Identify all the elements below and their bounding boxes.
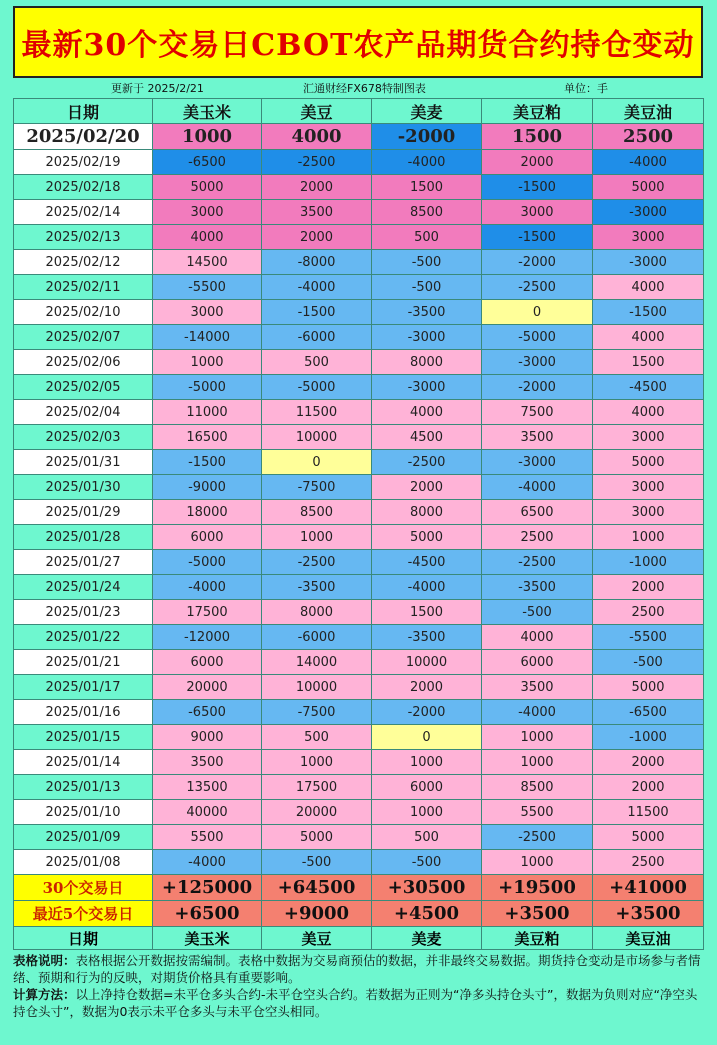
cell-corn: -1500: [153, 450, 262, 475]
cell-soyoil: 2000: [593, 775, 704, 800]
row-date: 2025/01/29: [14, 500, 153, 525]
summary-soyoil: +41000: [593, 875, 704, 901]
cell-soybean: 500: [262, 725, 372, 750]
cell-soyoil: -5500: [593, 625, 704, 650]
cell-wheat: 1500: [372, 600, 482, 625]
table-row: [14, 250, 704, 275]
cell-soybean: 8500: [262, 500, 372, 525]
cell-wheat: 2000: [372, 675, 482, 700]
table-row: [14, 124, 704, 150]
cell-soyoil: -3000: [593, 200, 704, 225]
cell-soymeal: -2500: [482, 550, 593, 575]
cell-corn: 40000: [153, 800, 262, 825]
unit-label: 单位：手: [564, 82, 608, 95]
row-date: 2025/01/27: [14, 550, 153, 575]
note-description: [13, 952, 703, 986]
cell-soybean: -8000: [262, 250, 372, 275]
cell-soymeal: -2000: [482, 250, 593, 275]
cell-soybean: -500: [262, 850, 372, 875]
cell-soymeal: 4000: [482, 625, 593, 650]
table-row: [14, 325, 704, 350]
row-date: 2025/02/13: [14, 225, 153, 250]
table-row: [14, 700, 704, 725]
cell-wheat: 4500: [372, 425, 482, 450]
cell-soymeal: 2500: [482, 525, 593, 550]
cell-corn: -6500: [153, 150, 262, 175]
col-header-soymeal: 美豆粕: [482, 99, 593, 124]
col-header-wheat: 美麦: [372, 99, 482, 124]
cell-soyoil: -6500: [593, 700, 704, 725]
cell-corn: -5000: [153, 550, 262, 575]
cell-wheat: 6000: [372, 775, 482, 800]
cell-soybean: 17500: [262, 775, 372, 800]
summary-soybean: +64500: [262, 875, 372, 901]
note-description-label: 表格说明：: [13, 953, 76, 968]
cell-soyoil: 2500: [593, 124, 704, 150]
cell-soyoil: -1000: [593, 550, 704, 575]
row-date: 2025/01/23: [14, 600, 153, 625]
cell-soyoil: 2500: [593, 850, 704, 875]
cell-corn: 5500: [153, 825, 262, 850]
cell-soyoil: 5000: [593, 450, 704, 475]
cell-soymeal: 6000: [482, 650, 593, 675]
cell-corn: -4000: [153, 850, 262, 875]
updated-date: 更新于 2025/2/21: [111, 82, 204, 95]
cell-wheat: 4000: [372, 400, 482, 425]
cell-corn: 1000: [153, 350, 262, 375]
summary-label: 30个交易日: [14, 875, 153, 901]
note-description-text: 表格根据公开数据按需编制。表格中数据为交易商预估的数据，并非最终交易数据。期货持仓变动是市场参与者情绪、预期和行为的反映，对期货价格具有重要影响。: [13, 953, 701, 985]
row-date: 2025/01/16: [14, 700, 153, 725]
cell-soymeal: 1000: [482, 750, 593, 775]
cell-corn: 20000: [153, 675, 262, 700]
cell-soymeal: -2500: [482, 275, 593, 300]
table-row: [14, 500, 704, 525]
cell-soyoil: -500: [593, 650, 704, 675]
cell-soymeal: 5500: [482, 800, 593, 825]
cell-soyoil: 5000: [593, 175, 704, 200]
cell-soyoil: 1000: [593, 525, 704, 550]
cell-soyoil: 2000: [593, 750, 704, 775]
cell-wheat: -500: [372, 850, 482, 875]
cell-wheat: -3000: [372, 375, 482, 400]
cell-soybean: -2500: [262, 150, 372, 175]
cell-corn: -5000: [153, 375, 262, 400]
cell-corn: 3500: [153, 750, 262, 775]
footer-col-soyoil: 美豆油: [593, 927, 704, 950]
cell-soybean: -2500: [262, 550, 372, 575]
cell-soybean: -3500: [262, 575, 372, 600]
cell-corn: 6000: [153, 650, 262, 675]
page-title: 最新30个交易日CBOT农产品期货合约持仓变动: [13, 6, 703, 78]
row-date: 2025/01/28: [14, 525, 153, 550]
footer-header-row: [14, 927, 704, 950]
cell-wheat: 500: [372, 225, 482, 250]
cell-wheat: -2000: [372, 700, 482, 725]
row-date: 2025/02/10: [14, 300, 153, 325]
cell-wheat: -4500: [372, 550, 482, 575]
cell-soymeal: 1000: [482, 725, 593, 750]
row-date: 2025/01/31: [14, 450, 153, 475]
cell-soyoil: -4000: [593, 150, 704, 175]
cell-wheat: 8000: [372, 500, 482, 525]
notes: [13, 952, 703, 1020]
cell-soybean: 14000: [262, 650, 372, 675]
cell-corn: -5500: [153, 275, 262, 300]
table-row: [14, 600, 704, 625]
cell-soymeal: -500: [482, 600, 593, 625]
table-row: [14, 550, 704, 575]
cell-soyoil: -1500: [593, 300, 704, 325]
cell-soymeal: 2000: [482, 150, 593, 175]
footer-col-soybean: 美豆: [262, 927, 372, 950]
row-date: 2025/01/08: [14, 850, 153, 875]
row-date: 2025/01/21: [14, 650, 153, 675]
row-date: 2025/02/20: [14, 124, 153, 150]
cell-soyoil: 3000: [593, 225, 704, 250]
table-row: [14, 625, 704, 650]
footer-col-date: 日期: [14, 927, 153, 950]
cell-soymeal: -4000: [482, 700, 593, 725]
cell-soymeal: -4000: [482, 475, 593, 500]
cell-wheat: 1000: [372, 750, 482, 775]
table-row: [14, 425, 704, 450]
cell-soybean: 3500: [262, 200, 372, 225]
cell-soymeal: -1500: [482, 175, 593, 200]
cell-soyoil: 2000: [593, 575, 704, 600]
cell-soyoil: 4000: [593, 400, 704, 425]
cell-wheat: -2000: [372, 124, 482, 150]
cell-wheat: -3500: [372, 300, 482, 325]
cell-soyoil: -3000: [593, 250, 704, 275]
row-date: 2025/01/15: [14, 725, 153, 750]
cell-soybean: -4000: [262, 275, 372, 300]
cell-corn: -12000: [153, 625, 262, 650]
cell-corn: 3000: [153, 300, 262, 325]
cell-soybean: 20000: [262, 800, 372, 825]
cell-soymeal: -3000: [482, 450, 593, 475]
cell-wheat: 0: [372, 725, 482, 750]
cell-soybean: 1000: [262, 750, 372, 775]
cell-wheat: 1500: [372, 175, 482, 200]
cell-soymeal: -3500: [482, 575, 593, 600]
cell-soyoil: 11500: [593, 800, 704, 825]
cell-corn: 1000: [153, 124, 262, 150]
cell-corn: 9000: [153, 725, 262, 750]
cell-soyoil: 2500: [593, 600, 704, 625]
cell-wheat: -3000: [372, 325, 482, 350]
note-method: [13, 986, 703, 1020]
table-row: [14, 300, 704, 325]
table-row: [14, 450, 704, 475]
table-row: [14, 475, 704, 500]
summary-wheat: +30500: [372, 875, 482, 901]
positions-table: [13, 98, 704, 950]
table-row: [14, 675, 704, 700]
cell-soybean: 500: [262, 350, 372, 375]
cell-soyoil: 3000: [593, 500, 704, 525]
cell-wheat: 500: [372, 825, 482, 850]
cell-corn: -14000: [153, 325, 262, 350]
row-date: 2025/02/03: [14, 425, 153, 450]
cell-soymeal: 3500: [482, 675, 593, 700]
row-date: 2025/02/05: [14, 375, 153, 400]
table-row: [14, 800, 704, 825]
cell-soybean: 2000: [262, 225, 372, 250]
cell-corn: 17500: [153, 600, 262, 625]
cell-soybean: -6000: [262, 625, 372, 650]
cell-wheat: -2500: [372, 450, 482, 475]
footer-col-wheat: 美麦: [372, 927, 482, 950]
meta-bar: [13, 80, 703, 96]
row-date: 2025/01/09: [14, 825, 153, 850]
cell-wheat: -4000: [372, 575, 482, 600]
cell-soybean: 4000: [262, 124, 372, 150]
summary-corn: +125000: [153, 875, 262, 901]
cell-soybean: 5000: [262, 825, 372, 850]
cell-soybean: 10000: [262, 425, 372, 450]
table-row: [14, 525, 704, 550]
table-row: [14, 400, 704, 425]
row-date: 2025/02/14: [14, 200, 153, 225]
cell-wheat: -500: [372, 250, 482, 275]
source-label: 汇通财经FX678特制图表: [303, 82, 426, 95]
table-row: [14, 825, 704, 850]
summary-soymeal: +19500: [482, 875, 593, 901]
row-date: 2025/02/19: [14, 150, 153, 175]
summary-row: [14, 901, 704, 927]
row-date: 2025/02/11: [14, 275, 153, 300]
cell-soybean: 11500: [262, 400, 372, 425]
cell-soyoil: 3000: [593, 425, 704, 450]
summary-label: 最近5个交易日: [14, 901, 153, 927]
row-date: 2025/02/18: [14, 175, 153, 200]
table-row: [14, 200, 704, 225]
summary-row: [14, 875, 704, 901]
summary-soyoil: +3500: [593, 901, 704, 927]
table-row: [14, 275, 704, 300]
cell-wheat: -4000: [372, 150, 482, 175]
cell-corn: 11000: [153, 400, 262, 425]
cell-wheat: -3500: [372, 625, 482, 650]
cell-soyoil: -1000: [593, 725, 704, 750]
table-row: [14, 650, 704, 675]
cell-corn: 14500: [153, 250, 262, 275]
row-date: 2025/01/14: [14, 750, 153, 775]
cell-soybean: 1000: [262, 525, 372, 550]
row-date: 2025/01/10: [14, 800, 153, 825]
summary-soymeal: +3500: [482, 901, 593, 927]
cell-soymeal: 6500: [482, 500, 593, 525]
cell-soybean: 8000: [262, 600, 372, 625]
cell-wheat: 8500: [372, 200, 482, 225]
note-method-text: 以上净持仓数据=未平仓多头合约-未平仓空头合约。若数据为正则为“净多头持仓头寸”，数据为负则对应“净空头持仓头寸”，数据为0表示未平仓多头与未平仓空头相同。: [13, 987, 698, 1019]
cell-soymeal: 1000: [482, 850, 593, 875]
cell-soyoil: 4000: [593, 275, 704, 300]
cell-soyoil: 1500: [593, 350, 704, 375]
col-header-date: 日期: [14, 99, 153, 124]
cell-soymeal: 7500: [482, 400, 593, 425]
cell-corn: 13500: [153, 775, 262, 800]
cell-soymeal: 3000: [482, 200, 593, 225]
row-date: 2025/02/07: [14, 325, 153, 350]
table-row: [14, 750, 704, 775]
footer-col-soymeal: 美豆粕: [482, 927, 593, 950]
cell-soybean: -5000: [262, 375, 372, 400]
cell-corn: -4000: [153, 575, 262, 600]
cell-soybean: -7500: [262, 700, 372, 725]
cell-soyoil: -4500: [593, 375, 704, 400]
note-method-label: 计算方法：: [13, 987, 76, 1002]
cell-wheat: -500: [372, 275, 482, 300]
cell-soymeal: 8500: [482, 775, 593, 800]
cell-soybean: 10000: [262, 675, 372, 700]
cell-soyoil: 3000: [593, 475, 704, 500]
cell-corn: 4000: [153, 225, 262, 250]
summary-corn: +6500: [153, 901, 262, 927]
row-date: 2025/01/30: [14, 475, 153, 500]
cell-soymeal: -2000: [482, 375, 593, 400]
table-row: [14, 725, 704, 750]
cell-corn: 16500: [153, 425, 262, 450]
cell-corn: 5000: [153, 175, 262, 200]
col-header-corn: 美玉米: [153, 99, 262, 124]
cell-soybean: -1500: [262, 300, 372, 325]
cell-corn: 6000: [153, 525, 262, 550]
row-date: 2025/01/24: [14, 575, 153, 600]
summary-soybean: +9000: [262, 901, 372, 927]
row-date: 2025/02/12: [14, 250, 153, 275]
table-row: [14, 775, 704, 800]
table-row: [14, 375, 704, 400]
row-date: 2025/02/04: [14, 400, 153, 425]
cell-corn: 3000: [153, 200, 262, 225]
col-header-soybean: 美豆: [262, 99, 372, 124]
header-row: [14, 99, 704, 124]
cell-wheat: 10000: [372, 650, 482, 675]
cell-soybean: -6000: [262, 325, 372, 350]
cell-wheat: 8000: [372, 350, 482, 375]
cell-soyoil: 4000: [593, 325, 704, 350]
cell-soybean: 0: [262, 450, 372, 475]
table-row: [14, 850, 704, 875]
cell-soyoil: 5000: [593, 825, 704, 850]
table-row: [14, 150, 704, 175]
table-row: [14, 350, 704, 375]
cell-wheat: 2000: [372, 475, 482, 500]
cell-corn: -9000: [153, 475, 262, 500]
cell-soybean: -7500: [262, 475, 372, 500]
row-date: 2025/02/06: [14, 350, 153, 375]
cell-soymeal: -3000: [482, 350, 593, 375]
summary-wheat: +4500: [372, 901, 482, 927]
cell-soymeal: 0: [482, 300, 593, 325]
row-date: 2025/01/17: [14, 675, 153, 700]
row-date: 2025/01/13: [14, 775, 153, 800]
cell-soymeal: 3500: [482, 425, 593, 450]
col-header-soyoil: 美豆油: [593, 99, 704, 124]
cell-wheat: 5000: [372, 525, 482, 550]
cell-soymeal: -5000: [482, 325, 593, 350]
cell-corn: -6500: [153, 700, 262, 725]
row-date: 2025/01/22: [14, 625, 153, 650]
cell-corn: 18000: [153, 500, 262, 525]
table-row: [14, 175, 704, 200]
cell-soymeal: -1500: [482, 225, 593, 250]
cell-soymeal: 1500: [482, 124, 593, 150]
table-row: [14, 225, 704, 250]
cell-wheat: 1000: [372, 800, 482, 825]
table-row: [14, 575, 704, 600]
cell-soybean: 2000: [262, 175, 372, 200]
cell-soyoil: 5000: [593, 675, 704, 700]
cell-soymeal: -2500: [482, 825, 593, 850]
footer-col-corn: 美玉米: [153, 927, 262, 950]
